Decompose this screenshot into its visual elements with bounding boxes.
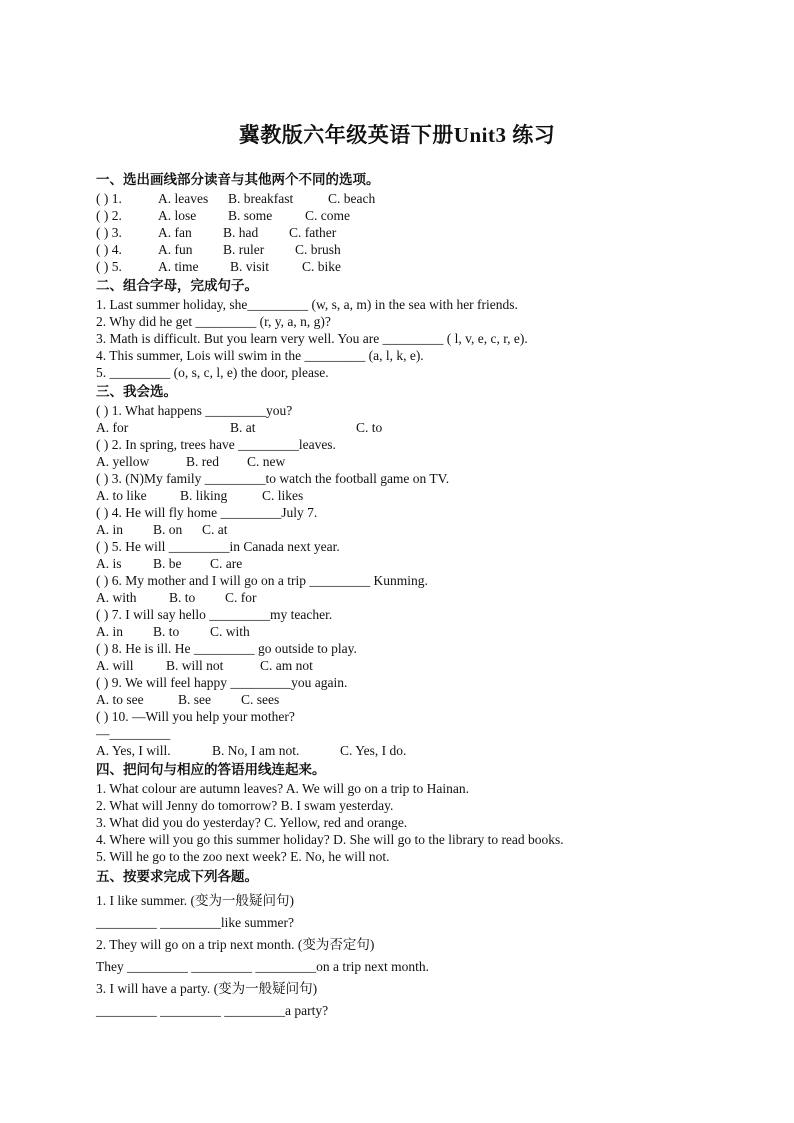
s3-option-a: A. for — [96, 420, 129, 435]
s3-option-c: C. for — [225, 590, 257, 605]
s1-option-a: A. fun — [158, 242, 193, 257]
s1-option-c: C. father — [289, 225, 337, 240]
s1-option-c: C. brush — [295, 242, 341, 257]
s2-line: 1. Last summer holiday, she_________ (w, s, a, m) in the sea with her friends. — [96, 297, 518, 312]
s1-item-number: ( ) 3. — [96, 225, 122, 240]
s2-line: 2. Why did he get _________ (r, y, a, n, g)? — [96, 314, 331, 329]
s1-item — [96, 258, 736, 275]
s3-options — [96, 555, 736, 572]
s1-item — [96, 224, 736, 241]
s3-option-a: A. will — [96, 658, 134, 673]
s1-item-number: ( ) 1. — [96, 191, 122, 206]
s3-option-c: C. with — [210, 624, 250, 639]
s3-question: ( ) 3. (N)My family _________to watch the football game on TV. — [96, 471, 450, 486]
s3-option-a: A. to like — [96, 488, 147, 503]
s3-option-b: B. on — [153, 522, 183, 537]
s2-line: 3. Math is difficult. But you learn very well. You are _________ ( l, v, e, c, r, e). — [96, 331, 528, 346]
s3-option-b: B. be — [153, 556, 182, 571]
s4-line: 4. Where will you go this summer holiday? D. She will go to the library to read books. — [96, 832, 564, 847]
s1-option-a: A. lose — [158, 208, 197, 223]
s3-option-b: B. red — [186, 454, 219, 469]
s3-option-b: B. see — [178, 692, 211, 707]
s2-line: 5. _________ (o, s, c, l, e) the door, please. — [96, 365, 329, 380]
s3-question: ( ) 7. I will say hello _________my teacher. — [96, 607, 333, 622]
s3-option-c: C. are — [210, 556, 243, 571]
s1-option-b: B. breakfast — [228, 191, 294, 206]
s5-question: 3. I will have a party. (变为一般疑问句) — [96, 981, 318, 996]
s3-option-a: A. in — [96, 624, 123, 639]
s3-question: ( ) 10. —Will you help your mother? — [96, 709, 295, 724]
s3-options — [96, 742, 736, 759]
s1-option-b: B. some — [228, 208, 273, 223]
s5-answer: _________ _________ _________a party? — [96, 1003, 329, 1018]
s1-option-c: C. come — [305, 208, 350, 223]
worksheet-content — [96, 171, 736, 1019]
s3-question: ( ) 8. He is ill. He _________ go outside to play. — [96, 641, 357, 656]
s1-option-b: B. had — [223, 225, 259, 240]
s3-question: ( ) 6. My mother and I will go on a trip _________ Kunming. — [96, 573, 428, 588]
section-4-heading: 四、把问句与相应的答语用线连起来。 — [96, 762, 326, 778]
s3-option-c: C. sees — [241, 692, 280, 707]
s3-option-a: A. in — [96, 522, 123, 537]
s1-option-c: C. bike — [302, 259, 341, 274]
s4-line: 3. What did you do yesterday? C. Yellow, red and orange. — [96, 815, 408, 830]
s3-options — [96, 521, 736, 538]
s1-option-c: C. beach — [328, 191, 376, 206]
s3-option-a: A. Yes, I will. — [96, 743, 171, 758]
section-2-heading: 二、组合字母，完成句子。 — [96, 278, 258, 294]
s5-question: 2. They will go on a trip next month. (变为否定句) — [96, 937, 375, 952]
s1-item-number: ( ) 2. — [96, 208, 122, 223]
section-1-items — [96, 190, 736, 275]
s3-options — [96, 657, 736, 674]
s1-item — [96, 190, 736, 207]
s3-options — [96, 487, 736, 504]
s3-option-c: C. to — [356, 420, 383, 435]
s3-option-b: B. to — [169, 590, 196, 605]
s3-option-a: A. to see — [96, 692, 144, 707]
s3-option-a: A. is — [96, 556, 122, 571]
s3-answer-blank: —_________ — [96, 726, 171, 741]
s5-answer: _________ _________like summer? — [96, 915, 294, 930]
s3-question: ( ) 1. What happens _________you? — [96, 403, 293, 418]
s3-question: ( ) 2. In spring, trees have _________leaves. — [96, 437, 336, 452]
s3-option-b: B. to — [153, 624, 180, 639]
s5-question: 1. I like summer. (变为一般疑问句) — [96, 893, 294, 908]
s3-option-c: C. likes — [262, 488, 304, 503]
s1-option-a: A. fan — [158, 225, 192, 240]
s3-options — [96, 453, 736, 470]
s1-option-b: B. visit — [230, 259, 270, 274]
s1-option-a: A. time — [158, 259, 199, 274]
s1-option-b: B. ruler — [223, 242, 265, 257]
s1-option-a: A. leaves — [158, 191, 209, 206]
s3-option-b: B. will not — [166, 658, 224, 673]
section-5-heading: 五、按要求完成下列各题。 — [96, 869, 258, 885]
s3-option-a: A. yellow — [96, 454, 150, 469]
s3-option-b: B. No, I am not. — [212, 743, 300, 758]
s3-options — [96, 589, 736, 606]
s3-option-c: C. new — [247, 454, 286, 469]
section-3-heading: 三、我会选。 — [96, 384, 177, 400]
s3-options — [96, 419, 736, 436]
s3-option-c: C. am not — [260, 658, 313, 673]
page-title: 冀教版六年级英语下册Unit3 练习 — [238, 123, 556, 147]
s3-options — [96, 691, 736, 708]
s4-line: 5. Will he go to the zoo next week? E. No, he will not. — [96, 849, 390, 864]
s3-options — [96, 623, 736, 640]
s1-item — [96, 241, 736, 258]
s1-item-number: ( ) 5. — [96, 259, 122, 274]
s1-item-number: ( ) 4. — [96, 242, 122, 257]
s1-item — [96, 207, 736, 224]
section-1-heading: 一、选出画线部分读音与其他两个不同的选项。 — [96, 172, 380, 188]
s4-line: 1. What colour are autumn leaves? A. We will go on a trip to Hainan. — [96, 781, 469, 796]
s2-line: 4. This summer, Lois will swim in the _________ (a, l, k, e). — [96, 348, 424, 363]
s3-question: ( ) 5. He will _________in Canada next year. — [96, 539, 340, 554]
s3-option-c: C. Yes, I do. — [340, 743, 407, 758]
s3-option-b: B. at — [230, 420, 256, 435]
s5-answer: They _________ _________ _________on a trip next month. — [96, 959, 429, 974]
s3-option-c: C. at — [202, 522, 228, 537]
s3-question: ( ) 4. He will fly home _________July 7. — [96, 505, 318, 520]
s4-line: 2. What will Jenny do tomorrow? B. I swam yesterday. — [96, 798, 394, 813]
s3-option-a: A. with — [96, 590, 137, 605]
s3-option-b: B. liking — [180, 488, 228, 503]
s3-question: ( ) 9. We will feel happy _________you again. — [96, 675, 348, 690]
